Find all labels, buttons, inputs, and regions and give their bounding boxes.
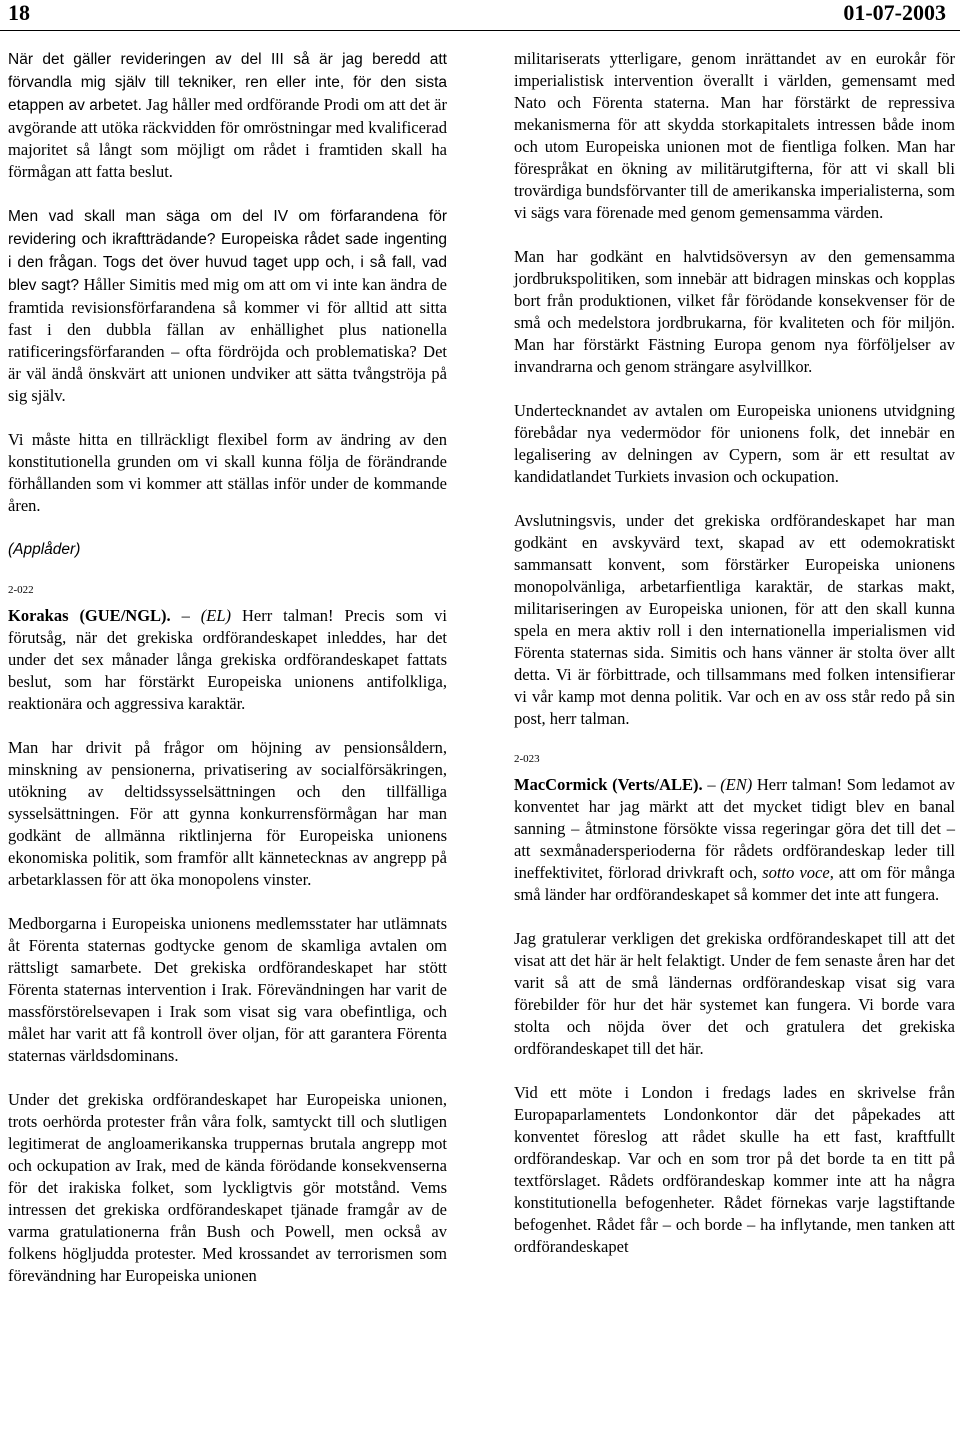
speech-paragraph [514,774,955,906]
speech-paragraph [8,605,447,715]
speech-text: , att om för många små länder har ordförandeskapet så kommer det inte att fungera. [514,863,956,904]
left-column [8,48,447,1287]
paragraph-sans-part: Men vad skall man säga om del IV om förfarandena för revidering och ikraftträdande? Europeiska rådet sade ingenting i den frågan. Togs det över huvud taget upp och, i så fall, vad blev sagt? [8,208,447,294]
page-header [0,0,960,31]
speech-reference: 2-022 [8,584,34,596]
paragraph: Vid ett möte i London i fredags lades en skrivelse från Europaparlamentets Londonkontor där det påpekades att konventet föreslog att rådet skulle ha ett fast, kraftfullt ordförandeskap. Var och en som tror på det borde ta en titt på textförslaget. Rådets ordförandeskap kommer inte att ha några konstitutionella befogenheter. Rådet förnekas varje lagstiftande befogenhet. Rådet får – och borde – ha inflytande, men tanken att ordförandeskapet [514,1083,955,1256]
paragraph: Medborgarna i Europeiska unionens medlemsstater har utlämnats åt Förenta staternas godtycke genom de skamliga avtalen om rättsligt samarbete. Det grekiska ordförandeskapet har stött Förenta staternas intervention i Irak. Förevändningen har varit de massförstörelsevapen i Irak som visat sig vara obefintliga, och målet har varit att få kontroll över oljan, för att garantera Förenta staternas världsdominans. [8,914,447,1065]
paragraph-sans-part: När det gäller revideringen av del III så är jag beredd att förvandla mig själv till tekniker, ren eller inte, för den sista etappen av arbetet. [8,51,447,114]
speaker-name: Korakas (GUE/NGL). [8,606,171,625]
paragraph: Man har godkänt en halvtidsöversyn av den gemensamma jordbrukspolitiken, som innebär att bidragen minskas och kopplas bort från produktionen, vilket får förödande konsekvenser för de små och medelstora jordbrukarna, för kvaliteten och för miljön. Man har förstärkt Fästning Europa genom nya förföljelser av invandrarna och genom strängare asylvillkor. [514,247,955,376]
paragraph-serif-part: Håller Simitis med mig om att om vi inte kan ändra de framtida revisionsförfarandena så kommer vi för alltid att sitta fast i den dubbla fällan av enhällighet plus nationella ratificeringsförfaranden – ofta fördröjda och problematiska? Det är väl ändå önskvärt att unionen undviker att sätta tvångströja på sig själv. [8,275,447,405]
paragraph: militariserats ytterligare, genom inrättandet av en eurokår för imperialistisk intervention överallt i världen, gemensamt med Nato och Förenta staterna. Man har förstärkt de repressiva mekanismerna för att skydda storkapitalets intressen både inom och utom Europeiska unionen mot de fientliga folken. Man har förespråkat en ökning av militärutgifterna, för att vi skall bli trovärdiga bundsförvanter till de amerikanska imperialisterna, som vi sägs vara förenade med genom gemensamma värden. [514,49,955,222]
applause: (Applåder) [8,541,81,558]
paragraph: Undertecknandet av avtalen om Europeiska unionens utvidgning förebådar nya vedermödor för unionens folk, det innebär en legalisering av delningen av Cypern, som är ett resultat av kandidatlandet Turkiets invasion och ockupation. [514,401,955,486]
speaker-dash: – [170,606,201,625]
paragraph: Avslutningsvis, under det grekiska ordförandeskapet har man godkänt en avskyvärd text, skapad av ett odemokratiskt sammansatt konvent, som förstärker Europeiska unionens monopolvänliga, arbetarfientliga karaktär, de starkas makt, militariseringen av Europeiska unionen, för att den skall kunna spela en mera aktiv roll i den internationella imperialismen vid Förenta staternas sida. Simitis och hans vänner är stolta över allt detta. Vi är förbittrade, och tillsammans med folken intensifierar vi vår kamp mot denna politik. Var och en av oss står redo på sin post, herr talman. [514,511,955,728]
paragraph: Under det grekiska ordförandeskapet har Europeiska unionen, trots oerhörda protester från våra folk, samtyckt till och slutligen legitimerat de angloamerikanska truppernas brutala angrepp mot och ockupation av Irak, med de kända förödande konsekvenserna för det irakiska folket, som lyckligtvis gör motstånd. Vems intressen det grekiska ordförandeskapet tjänade framgår av de varma gratulationerna från Bush och Powell, men också av folkens högljudda protester. Med krossandet av terrorismen som förevändning har Europeiska unionen [8,1090,447,1285]
paragraph: Jag gratulerar verkligen det grekiska ordförandeskapet till att det visat att det här är helt felaktigt. Under de fem senaste åren har det varit så att de små ländernas ordförandeskap visat sig vara förebilder för hur det här systemet kan fungera. Vi borde vara stolta och nöjda över det och gratulera det grekiska ordförandeskapet till det här. [514,929,955,1058]
language-code: (EL) [200,606,232,625]
italic-phrase: sotto voce [762,863,830,882]
speech-text: Herr talman! Som ledamot av konventet har jag märkt att det mycket tidigt blev en banal sanning – åtminstone försökte vissa regeringar göra det till det – att sexmånadersperioderna för rådets ordförandeskap leder till ineffektivitet, förlorad drivkraft och, [514,775,955,882]
paragraph [8,205,447,407]
page-number: 18 [8,0,30,25]
speech-text: Herr talman! Precis som vi förutsåg, när det grekiska ordförandeskapet inleddes, har det under det sex månader långa grekiska ordförandeskapet fattats beslut, som har förstärkt Europeiska unionens antifolkliga, reaktionära och aggressiva karaktär. [8,606,447,713]
page-date: 01-07-2003 [843,0,946,25]
paragraph-serif-part: Jag håller med ordförande Prodi om att det är avgörande att utöka räckvidden för omröstningar med kvalificerad majoritet så långt som möjligt om rådet i framtiden skall ha förmågan att fatta beslut. [8,95,448,181]
speech-reference: 2-023 [514,753,540,765]
paragraph: Vi måste hitta en tillräckligt flexibel form av ändring av den konstitutionella grunden om vi skall kunna följa de förändrande förhållanden som vi kommer att ställas inför under de kommande åren. [8,430,447,515]
paragraph: Man har drivit på frågor om höjning av pensionsåldern, minskning av pensionerna, privatisering av socialförsäkringen, utökning av deltidssysselsättningen och den tillfälliga sysselsättningen. För att gynna konkurrensförmågan har man godkänt de allmänna riktlinjerna för Europeiska unionens ekonomiska politik, som framför allt kännetecknas av angrepp på arbetarklassen för att öka monopolens vinster. [8,738,447,889]
speaker-name: MacCormick (Verts/ALE). [514,775,703,794]
language-code: (EN) [720,775,753,794]
speaker-dash: – [702,775,721,794]
right-column [514,48,955,1258]
paragraph [8,48,447,183]
